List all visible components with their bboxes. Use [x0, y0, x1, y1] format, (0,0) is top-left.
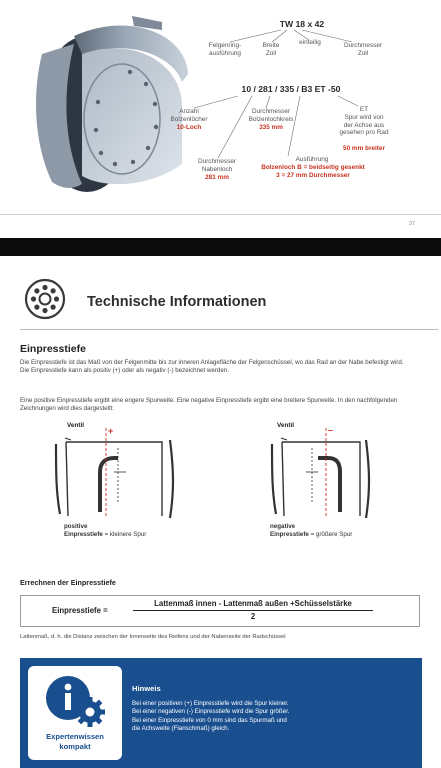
label-breite: Breite Zoll [262, 42, 280, 57]
label-bolzenlochkreis: Durchmesser Bolzenlochkreis [248, 108, 294, 123]
caption-positive-title: positive [64, 523, 88, 530]
section-title: Einpresstiefe [20, 343, 86, 355]
fraction-line [133, 610, 373, 611]
label-nabenloch: Durchmesser Nabenloch [198, 158, 236, 173]
header-title: Technische Informationen [87, 294, 267, 310]
hint-text [132, 700, 412, 734]
expert-badge [28, 666, 122, 760]
value-et: 50 mm breiter [343, 145, 385, 152]
header-rule [20, 329, 438, 330]
ventil-label-right: Ventil [277, 422, 295, 429]
paragraph-definition: Die Einpresstiefe ist das Maß von der Felgenmitte bis zur inneren Anlagefläche der Felgenschüssel, wo das Rad an der Nabe befestigt wird. Die Einpresstiefe kann als positiv (+) oder als negativ (-) bezeichnet werden. [20, 359, 404, 375]
caption-negative-result: = größere Spur [308, 531, 353, 538]
label-et: ET Spur wird von der Achse aus gesehen pro Rad [339, 106, 389, 137]
info-gear-icon [42, 672, 108, 730]
caption-positive-term: Einpresstiefe [64, 531, 103, 538]
value-ausfuehrung: Bolzenloch B = beidseitig gesenkt 3 = 27 mm Durchmesser [261, 164, 365, 179]
formula-label: Einpresstiefe = [52, 606, 108, 615]
value-nabenloch: 281 mm [205, 174, 229, 181]
hint-title: Hinweis [132, 684, 161, 693]
plus-sign: + [108, 426, 114, 436]
paragraph-effect: Eine positive Einpresstiefe ergibt eine engere Spurweite. Eine negative Einpresstiefe ergibt eine breitere Spurweite. In den nachfolgenden Zeichnungen wird dies dargestellt: [20, 397, 398, 413]
top-page [0, 0, 441, 238]
caption-negative-title: negative [270, 523, 296, 530]
calc-title: Errechnen der Einpresstiefe [20, 578, 116, 587]
page-number: 37 [409, 221, 415, 227]
diagram-positive [50, 422, 180, 522]
page-rule [0, 214, 441, 215]
hint-line-1: Bei einer positiven (+) Einpresstiefe wird die Spur kleiner. [132, 700, 289, 707]
label-ausfuehrung: Ausführung [295, 156, 329, 163]
caption-negative [270, 523, 352, 539]
tire-code-bolt: 10 / 281 / 335 / B3 ET -50 [241, 84, 341, 94]
ventil-label-left: Ventil [67, 422, 85, 429]
label-felgenring: Felgenring- ausführung [208, 42, 242, 57]
tire-code-size: TW 18 x 42 [279, 19, 325, 29]
label-anzahl-bolzenloecher: Anzahl Bolzenlöcher [170, 108, 208, 123]
rim-illustration [12, 14, 192, 194]
wheel-bolt-icon [24, 278, 66, 320]
hint-box [20, 658, 422, 768]
badge-line-2: kompakt [59, 742, 91, 751]
diagram-negative [266, 422, 396, 522]
bottom-page [0, 256, 441, 768]
label-einteilig: einteilig [299, 39, 321, 46]
value-anzahl: 10-Loch [176, 124, 202, 131]
hint-line-3: Bei einer Einpresstiefe von 0 mm sind das Spurmaß und [132, 716, 287, 724]
minus-sign: – [328, 425, 334, 435]
caption-positive-result: = kleinere Spur [102, 531, 147, 538]
rim-section-positive [50, 422, 180, 522]
footnote: Lattenmaß, d. h. die Distanz zwischen der Innenseite des Reifens und der Nabenseite der Radschüssel [20, 634, 286, 640]
page-separator-band [0, 238, 441, 256]
badge-line-1: Expertenwissen [46, 732, 104, 741]
formula-denominator: 2 [250, 612, 256, 621]
label-durchmesser-zoll: Durchmesser Zoll [344, 42, 382, 57]
caption-negative-term: Einpresstiefe [270, 531, 309, 538]
formula-numerator: Lattenmaß innen - Lattenmaß außen +Schüsselstärke [154, 599, 352, 608]
value-bolzenlochkreis: 335 mm [259, 124, 283, 131]
rim-section-negative [266, 422, 396, 522]
hint-line-4: die Achsweite (Flanschmaß) gleich. [132, 725, 230, 733]
formula-box [20, 595, 420, 627]
hint-line-2: Bei einer negativen (-) Einpresstiefe wird die Spur größer. [132, 708, 290, 716]
caption-positive [64, 523, 146, 539]
